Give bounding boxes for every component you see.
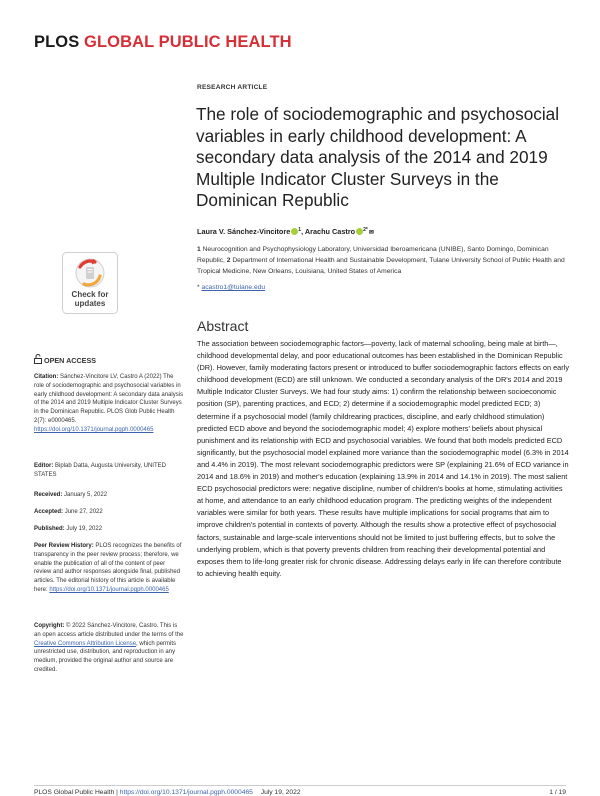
- peer-review-label: Peer Review History:: [34, 543, 94, 549]
- article-title: The role of sociodemographic and psychosocial variables in early childhood development: A secondary data analysis of the 2014 and 2019 Multiple Indicator Cluster Surveys in the Dominican Republic: [196, 104, 560, 211]
- citation-text: Sánchez-Vincitore LV, Castro A (2022) The role of sociodemographic and psychosocial variables in early childhood development: A secondary data analysis of the 2014 and 2019 Multiple Indicator Cluster Surveys in the Dominican Republic. PLOS Glob Public Health 2(7): e0000465.: [34, 374, 184, 424]
- accepted-date: June 27, 2022: [64, 509, 103, 515]
- email-link[interactable]: acastro1@tulane.edu: [201, 284, 266, 291]
- corresponding-email: [197, 284, 265, 291]
- article-type: RESEARCH ARTICLE: [197, 84, 268, 91]
- peer-review-link[interactable]: https://doi.org/10.1371/journal.pgph.0000465: [49, 586, 169, 593]
- editor-label: Editor:: [34, 463, 54, 469]
- abstract-text: The association between sociodemographic factors—poverty, lack of maternal schooling, being male at birth—, childhood developmental delay, and poor educational outcomes has been established in the Dominican Republic (DR). However, family moderating factors present or introduced to buffer sociodemographic factors effects on early childhood development (ECD) are still unknown. We conducted a secondary analysis of the DR's 2014 and 2019 Multiple Indicator Cluster Surveys. We had four study aims: 1) confirm the relationship between socioeconomic position (SP), parenting practices, and ECD; 2) determine if a sociodemographic model predicted ECD; 3) determine if a psychosocial model (family childrearing practices, discipline, and early childhood stimulation) predicted ECD above and beyond the sociodemographic model; 4) explore mothers' beliefs about physical punishment and its relationship with ECD and psychosocial variables. We found that both models predicted ECD significantly, but the psychosocial model explained more variance than the sociodemographic model (6.3% in 2014 and 4.4% in 2019). The most relevant sociodemographic predictors were SP (explaining 21.6% of ECD variance in 2014 and 18.6% in 2019) and mother's education (explaining 13.9% in 2014 and 14.1% in 2019). The most salient ECD psychosocial predictors were: negative discipline, number of children's books at home, stimulating activities at home, and attendance to an early childhood education program. The predicting weights of the independent variables were similar for both years. These results have multiple implications for social programs that aim to improve children's potential in contexts of poverty. Although the results show a protective effect of psychosocial factors, sustainable and large-scale interventions should not be limited to just buffering effects, but to solve the underlying problem, which is that poverty prevents children from reaching their developmental potential and exposes them to life-long greater risk for chronic disease. Addressing delays early in life can therefore contribute to achieving health equity.: [197, 339, 569, 578]
- journal-header: [34, 33, 292, 52]
- license-link[interactable]: Creative Commons Attribution License: [34, 640, 137, 647]
- footer-date: July 19, 2022: [260, 789, 301, 796]
- corresponding-mark: *: [197, 284, 200, 291]
- page-number: 1 / 19: [549, 789, 566, 796]
- received-label: Received:: [34, 492, 63, 498]
- affiliation-text: Neurocognition and Psychophysiology Laboratory, Universidad Iberoamericana (UNIBE), Santo Domingo, Dominican Republic,: [197, 246, 549, 264]
- page-footer: [34, 789, 566, 796]
- received-block: [34, 491, 184, 500]
- footer-separator: |: [116, 789, 118, 796]
- copyright-label: Copyright:: [34, 623, 65, 629]
- received-date: January 5, 2022: [64, 492, 108, 498]
- envelope-icon[interactable]: ✉: [368, 230, 374, 236]
- author-affil-sup: 2*: [363, 227, 368, 233]
- citation-label: Citation:: [34, 374, 59, 380]
- copyright-text-cont: , which permits unrestricted use, distribution, and reproduction in any medium, provided the original author and source are credited.: [34, 640, 177, 673]
- check-for-updates-badge[interactable]: [62, 252, 118, 314]
- journal-name: GLOBAL PUBLIC HEALTH: [84, 33, 292, 51]
- open-access-label: OPEN ACCESS: [44, 356, 97, 365]
- open-lock-icon: [34, 354, 42, 364]
- citation-doi-link[interactable]: https://doi.org/10.1371/journal.pgph.0000465: [34, 426, 154, 433]
- editor-block: [34, 462, 184, 480]
- accepted-block: [34, 508, 184, 517]
- check-for-updates-label: Check for updates: [71, 290, 109, 308]
- open-access-badge: [34, 354, 96, 365]
- journal-brand: PLOS: [34, 33, 80, 51]
- editor-text: Biplab Datta, Augusta University, UNITED STATES: [34, 463, 166, 478]
- footer-divider: [34, 785, 566, 786]
- published-date: July 19, 2022: [66, 526, 103, 532]
- published-label: Published:: [34, 526, 65, 532]
- author-separator: ,: [301, 227, 305, 236]
- citation-block: [34, 373, 184, 435]
- affiliation-number: 2: [226, 257, 231, 264]
- peer-review-block: [34, 542, 184, 595]
- affiliation-number: 1: [197, 246, 201, 253]
- abstract-heading: Abstract: [197, 318, 249, 334]
- peer-review-text: PLOS recognizes the benefits of transparency in the peer review process; therefore, we enable the publication of all of the content of peer review and author responses alongside final, published articles. The editorial history of this article is available here:: [34, 543, 182, 593]
- author-name[interactable]: Laura V. Sánchez-Vincitore: [197, 227, 291, 236]
- published-block: [34, 525, 184, 534]
- author-list: [197, 227, 374, 236]
- footer-doi-link[interactable]: https://doi.org/10.1371/journal.pgph.0000465: [119, 789, 253, 796]
- accepted-label: Accepted:: [34, 509, 64, 515]
- author-name[interactable]: Arachu Castro: [304, 227, 356, 236]
- affiliation-text: Department of International Health and Sustainable Development, Tulane University School of Public Health and Tropical Medicine, New Orleans, Louisiana, United States of America: [197, 257, 565, 275]
- affiliations: [197, 244, 569, 277]
- copyright-text: © 2022 Sánchez-Vincitore, Castro. This is an open access article distributed under the terms of the: [34, 623, 184, 638]
- footer-journal: PLOS Global Public Health: [34, 789, 115, 796]
- author-affil-sup: 1: [298, 227, 302, 233]
- copyright-block: [34, 622, 184, 675]
